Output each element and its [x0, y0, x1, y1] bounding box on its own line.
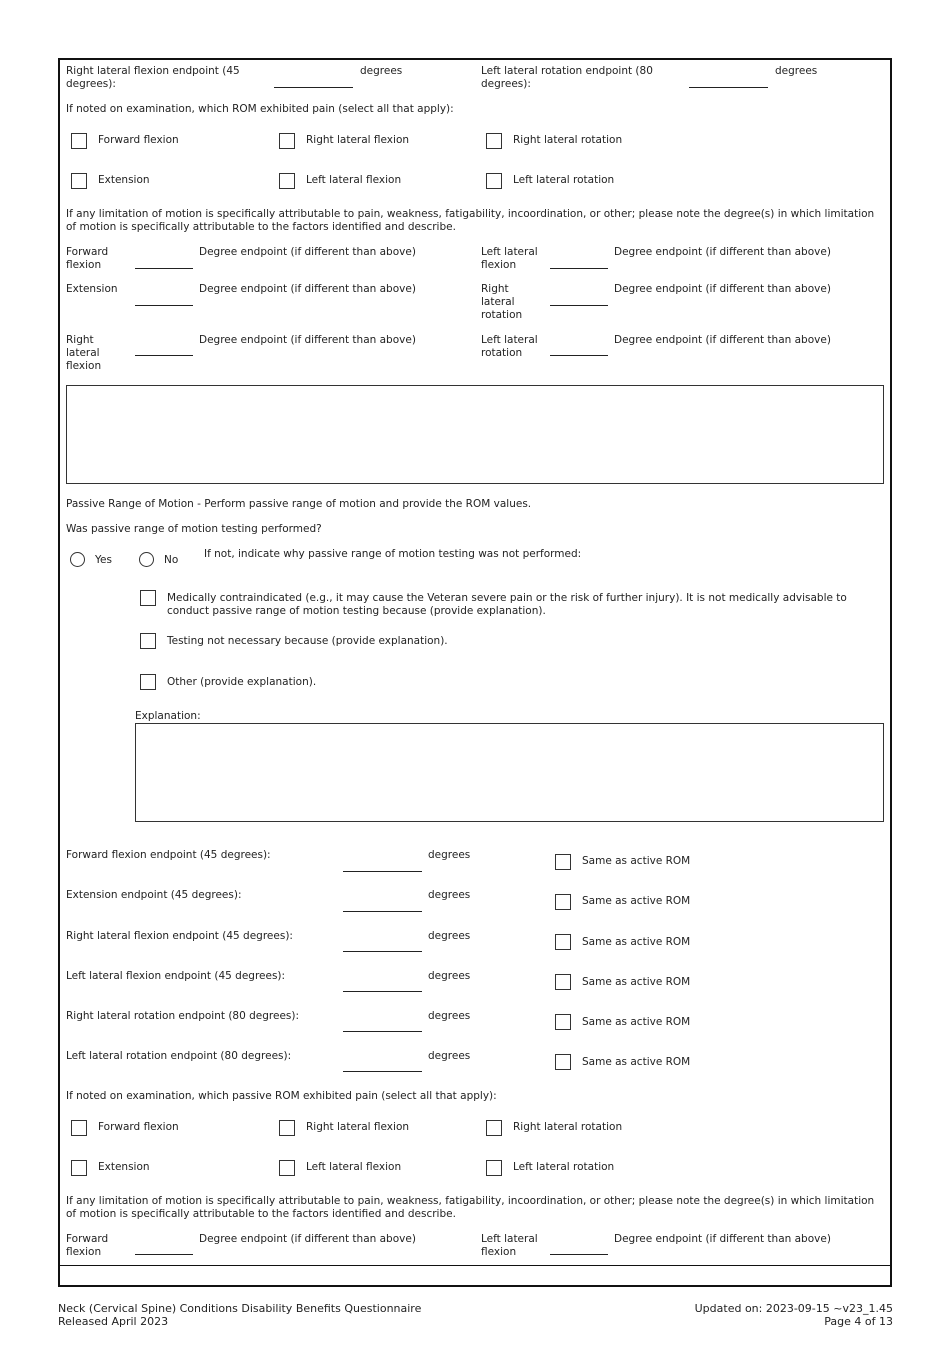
active-limitation-right-lateral-rotation-input[interactable] — [550, 305, 608, 306]
limitation-note: Degree endpoint (if different than above) — [199, 1233, 416, 1245]
reason-medically-contraindicated-checkbox[interactable] — [140, 590, 156, 606]
degrees-unit: degrees — [428, 970, 471, 982]
passive-limitation-forward-flexion-input[interactable] — [135, 1254, 193, 1255]
limitation-label: Left lateral flexion — [481, 1233, 538, 1258]
passive-rom-heading: Passive Range of Motion - Perform passive range of motion and provide the ROM values. — [66, 498, 532, 510]
degrees-unit: degrees — [428, 849, 471, 861]
passive-endpoint-label: Right lateral rotation endpoint (80 degrees): — [66, 1010, 300, 1022]
radio-label-no: No — [164, 554, 179, 566]
limitation-note: Degree endpoint (if different than above) — [614, 334, 831, 346]
same-as-active-checkbox[interactable] — [555, 974, 571, 990]
passive-performed-no-radio[interactable] — [139, 552, 154, 567]
limitation-note: Degree endpoint (if different than above) — [614, 283, 831, 295]
same-as-active-label: Same as active ROM — [582, 976, 691, 988]
same-as-active-label: Same as active ROM — [582, 1016, 691, 1028]
limitation-label: Left lateral rotation — [481, 334, 538, 359]
limitation-label: Forward flexion — [66, 246, 109, 271]
passive-limitation-intro: If any limitation of motion is specifically attributable to pain, weakness, fatigability, incoordination, or other; please note the degree(s) in which limitation of motion is specifically attributable to the factors identified and describe. — [66, 1195, 875, 1220]
passive-pain-question: If noted on examination, which passive ROM exhibited pain (select all that apply): — [66, 1090, 497, 1102]
limitation-label: Right lateral rotation — [481, 283, 523, 321]
explanation-textarea[interactable] — [135, 723, 884, 822]
active-pain-right-lateral-flexion-checkbox[interactable] — [279, 133, 295, 149]
same-as-active-label: Same as active ROM — [582, 895, 691, 907]
same-as-active-label: Same as active ROM — [582, 1056, 691, 1068]
checkbox-label: Extension — [98, 174, 150, 186]
passive-pain-forward-flexion-checkbox[interactable] — [71, 1120, 87, 1136]
passive-rom-question: Was passive range of motion testing performed? — [66, 523, 322, 535]
active-pain-extension-checkbox[interactable] — [71, 173, 87, 189]
passive-right-lateral-flexion-input[interactable] — [343, 951, 422, 952]
limitation-note: Degree endpoint (if different than above) — [614, 1233, 831, 1245]
checkbox-label: Forward flexion — [98, 1121, 179, 1133]
checkbox-label: Right lateral rotation — [513, 1121, 623, 1133]
limitation-label: Forward flexion — [66, 1233, 109, 1258]
footer-form-title: Neck (Cervical Spine) Conditions Disability Benefits Questionnaire — [58, 1302, 422, 1315]
active-limitation-left-lateral-flexion-input[interactable] — [550, 268, 608, 269]
footer-updated: Updated on: 2023-09-15 ~v23_1.45 — [694, 1302, 893, 1315]
right-lateral-flexion-endpoint-input[interactable] — [274, 87, 353, 88]
same-as-active-label: Same as active ROM — [582, 855, 691, 867]
limitation-note: Degree endpoint (if different than above) — [614, 246, 831, 258]
passive-extension-input[interactable] — [343, 911, 422, 912]
passive-pain-right-lateral-flexion-checkbox[interactable] — [279, 1120, 295, 1136]
radio-label-yes: Yes — [95, 554, 112, 566]
limitation-note: Degree endpoint (if different than above) — [199, 283, 416, 295]
passive-endpoint-label: Forward flexion endpoint (45 degrees): — [66, 849, 271, 861]
same-as-active-checkbox[interactable] — [555, 894, 571, 910]
passive-endpoint-label: Right lateral flexion endpoint (45 degrees): — [66, 930, 293, 942]
reason-label: Testing not necessary because (provide explanation). — [167, 635, 448, 647]
checkbox-label: Left lateral flexion — [306, 174, 402, 186]
checkbox-label: Forward flexion — [98, 134, 179, 146]
checkbox-label: Extension — [98, 1161, 150, 1173]
left-lateral-rotation-endpoint-label: Left lateral rotation endpoint (80 degrees): — [481, 65, 653, 90]
checkbox-label: Right lateral flexion — [306, 1121, 410, 1133]
passive-forward-flexion-input[interactable] — [343, 871, 422, 872]
limitation-note: Degree endpoint (if different than above) — [199, 334, 416, 346]
degrees-unit: degrees — [428, 889, 471, 901]
passive-pain-left-lateral-rotation-checkbox[interactable] — [486, 1160, 502, 1176]
footer-released: Released April 2023 — [58, 1315, 169, 1328]
passive-pain-left-lateral-flexion-checkbox[interactable] — [279, 1160, 295, 1176]
passive-endpoint-label: Extension endpoint (45 degrees): — [66, 889, 242, 901]
right-lateral-flexion-endpoint-label: Right lateral flexion endpoint (45 degrees): — [66, 65, 240, 90]
same-as-active-checkbox[interactable] — [555, 854, 571, 870]
active-pain-left-lateral-flexion-checkbox[interactable] — [279, 173, 295, 189]
reason-not-necessary-checkbox[interactable] — [140, 633, 156, 649]
same-as-active-checkbox[interactable] — [555, 1014, 571, 1030]
checkbox-label: Left lateral flexion — [306, 1161, 402, 1173]
degrees-unit: degrees — [360, 65, 403, 77]
degrees-unit: degrees — [428, 1010, 471, 1022]
reason-other-checkbox[interactable] — [140, 674, 156, 690]
limitation-label: Left lateral flexion — [481, 246, 538, 271]
passive-endpoint-label: Left lateral flexion endpoint (45 degrees): — [66, 970, 286, 982]
passive-endpoint-label: Left lateral rotation endpoint (80 degrees): — [66, 1050, 292, 1062]
explanation-label: Explanation: — [135, 710, 201, 722]
limitation-label: Right lateral flexion — [66, 334, 102, 372]
left-lateral-rotation-endpoint-input[interactable] — [689, 87, 768, 88]
active-limitation-forward-flexion-input[interactable] — [135, 268, 193, 269]
active-pain-right-lateral-rotation-checkbox[interactable] — [486, 133, 502, 149]
active-limitation-intro: If any limitation of motion is specifically attributable to pain, weakness, fatigability, incoordination, or other; please note the degree(s) in which limitation of motion is specifically attributable to the factors identified and describe. — [66, 208, 875, 233]
passive-limitation-left-lateral-flexion-input[interactable] — [550, 1254, 608, 1255]
active-limitation-right-lateral-flexion-input[interactable] — [135, 355, 193, 356]
checkbox-label: Right lateral rotation — [513, 134, 623, 146]
reason-label: Other (provide explanation). — [167, 676, 317, 688]
passive-pain-extension-checkbox[interactable] — [71, 1160, 87, 1176]
active-limitation-description-textarea[interactable] — [66, 385, 884, 484]
active-pain-question: If noted on examination, which ROM exhibited pain (select all that apply): — [66, 103, 454, 115]
passive-left-lateral-rotation-input[interactable] — [343, 1071, 422, 1072]
active-limitation-extension-input[interactable] — [135, 305, 193, 306]
degrees-unit: degrees — [428, 930, 471, 942]
active-limitation-left-lateral-rotation-input[interactable] — [550, 355, 608, 356]
checkbox-label: Left lateral rotation — [513, 1161, 615, 1173]
passive-left-lateral-flexion-input[interactable] — [343, 991, 422, 992]
passive-not-performed-prompt: If not, indicate why passive range of motion testing was not performed: — [204, 548, 582, 560]
reason-label: Medically contraindicated (e.g., it may cause the Veteran severe pain or the risk of further injury). It is not medically advisable to conduct passive range of motion testing because (provide explanation). — [167, 592, 847, 617]
checkbox-label: Right lateral flexion — [306, 134, 410, 146]
same-as-active-checkbox[interactable] — [555, 1054, 571, 1070]
active-pain-forward-flexion-checkbox[interactable] — [71, 133, 87, 149]
same-as-active-checkbox[interactable] — [555, 934, 571, 950]
degrees-unit: degrees — [775, 65, 818, 77]
passive-pain-right-lateral-rotation-checkbox[interactable] — [486, 1120, 502, 1136]
footer-page-number: Page 4 of 13 — [824, 1315, 893, 1328]
frame-bottom-divider — [58, 1265, 892, 1266]
degrees-unit: degrees — [428, 1050, 471, 1062]
limitation-note: Degree endpoint (if different than above) — [199, 246, 416, 258]
checkbox-label: Left lateral rotation — [513, 174, 615, 186]
passive-right-lateral-rotation-input[interactable] — [343, 1031, 422, 1032]
passive-performed-yes-radio[interactable] — [70, 552, 85, 567]
limitation-label: Extension — [66, 283, 118, 295]
active-pain-left-lateral-rotation-checkbox[interactable] — [486, 173, 502, 189]
same-as-active-label: Same as active ROM — [582, 936, 691, 948]
